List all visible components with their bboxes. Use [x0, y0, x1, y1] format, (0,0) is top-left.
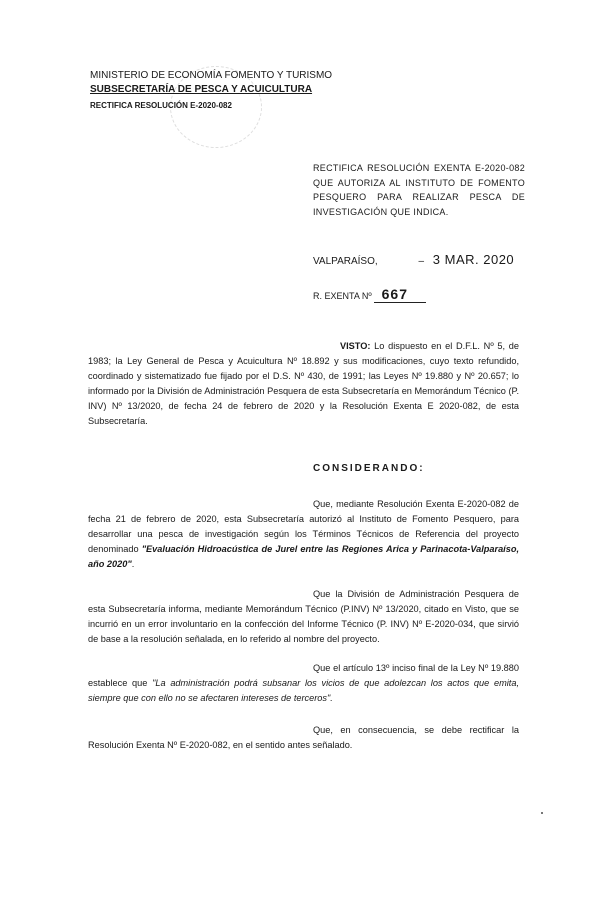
date-stamp: 3 MAR. 2020	[432, 252, 515, 267]
c3-quote: "La administración podrá subsanar los vicios de que adolezcan los actos que emita, siempre que con ello no se afectaren intereses de terceros".	[88, 677, 520, 703]
considerando-2	[88, 587, 519, 647]
c3-text: Que el artículo 13º inciso final de la Ley Nº 19.880 establece que	[88, 663, 519, 688]
c1-text: Que, mediante Resolución Exenta E-2020-082 de fecha 21 de febrero de 2020, esta Subsecretaría autorizó al Instituto de Fomento Pesquero, para desarrollar una pesca de investigación según los Términos Técnicos de Referencia del proyecto denominado	[88, 499, 519, 554]
ministry-name: MINISTERIO DE ECONOMÍA FOMENTO Y TURISMO	[90, 70, 333, 81]
place: VALPARAÍSO,	[313, 256, 378, 267]
resolution-label: R. EXENTA Nº	[313, 291, 372, 301]
resolution-number	[313, 286, 426, 303]
considerando-4	[88, 723, 519, 753]
considerando-3	[88, 661, 519, 706]
c1-end: .	[131, 558, 135, 569]
header-reference: RECTIFICA RESOLUCIÓN E-2020-082	[90, 101, 232, 110]
date-dash: –	[418, 256, 424, 267]
visto-text: Lo dispuesto en el D.F.L. Nº 5, de 1983; la Ley General de Pesca y Acuicultura Nº 18.892 y sus modificaciones, cuyo texto refundido, coordinado y sistematizado fue fijado por el D.S. Nº 430, de 1991; las Leyes Nº 19.880 y Nº 20.657; lo informado por la División de Administración Pesquera de esta Subsecretaría en Memorándum Técnico (P. INV) Nº 13/2020, de fecha 24 de febrero de 2020 y la Resolución Exenta E 2020-082, de esta Subsecretaría.	[88, 341, 519, 426]
considerando-heading: CONSIDERANDO:	[313, 463, 425, 474]
resolution-title: RECTIFICA RESOLUCIÓN EXENTA E-2020-082 QUE AUTORIZA AL INSTITUTO DE FOMENTO PESQUERO PARA REALIZAR PESCA DE INVESTIGACIÓN QUE INDICA.	[313, 163, 525, 217]
resolution-number-value: 667	[381, 286, 408, 302]
c2-text: Que la División de Administración Pesquera de esta Subsecretaría informa, mediante Memorándum Técnico (P.INV) Nº 13/2020, citado en Visto, que se incurrió en un error involuntario en la confección del Informe Técnico (P. INV) Nº E-2020-034, que sirvió de base a la resolución señalada, en lo referido al nombre del proyecto.	[88, 589, 519, 644]
c4-text: Que, en consecuencia, se debe rectificar la Resolución Exenta Nº E-2020-082, en el sentido antes señalado.	[88, 725, 519, 750]
number-line	[374, 286, 426, 303]
c1-project-name: "Evaluación Hidroacústica de Jurel entre las Regiones Arica y Parinacota-Valparaíso, año 2020"	[88, 543, 520, 569]
visto-label: VISTO:	[340, 341, 371, 351]
subsecretaria-name: SUBSECRETARÍA DE PESCA Y ACUICULTURA	[90, 84, 313, 95]
considerando-1	[88, 497, 519, 572]
margin-mark	[541, 812, 543, 814]
visto-paragraph	[88, 339, 519, 428]
place-date	[313, 252, 514, 267]
